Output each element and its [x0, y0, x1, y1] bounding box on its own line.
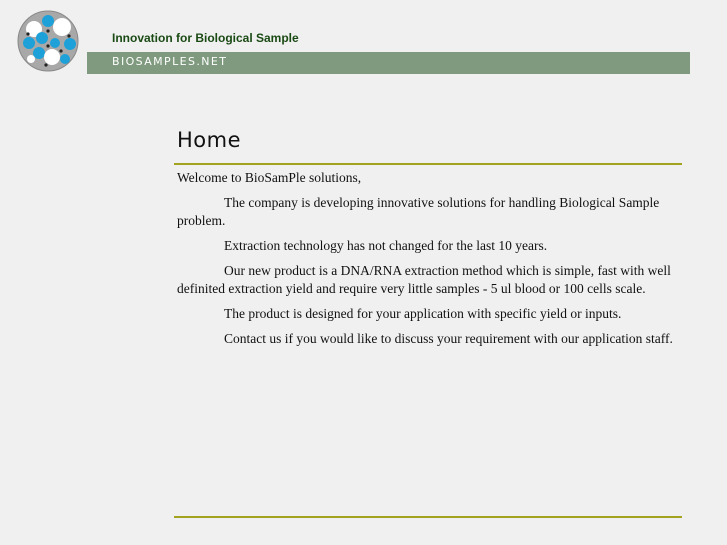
content-paragraph: Extraction technology has not changed for the last 10 years.	[224, 238, 548, 253]
main-content	[177, 169, 677, 355]
content-paragraph: Contact us if you would like to discuss your requirement with our application staff.	[224, 331, 673, 346]
biosample-cells-logo-icon[interactable]	[17, 10, 79, 72]
title-divider	[174, 163, 682, 165]
content-paragraph: The company is developing innovative solutions for handling Biological Sample problem.	[177, 195, 660, 228]
welcome-text: Welcome to BioSamPle solutions,	[177, 170, 362, 185]
content-paragraph: The product is designed for your application with specific yield or inputs.	[224, 306, 622, 321]
footer-divider	[174, 516, 682, 518]
header-bar	[87, 52, 690, 74]
content-paragraph: Our new product is a DNA/RNA extraction method which is simple, fast with well definited extraction yield and require very little samples - 5 ul blood or 100 cells scale.	[177, 263, 671, 296]
page-title: Home	[177, 128, 242, 152]
site-tagline: Innovation for Biological Sample	[112, 31, 299, 45]
site-domain[interactable]: BIOSAMPLES.NET	[112, 55, 228, 68]
